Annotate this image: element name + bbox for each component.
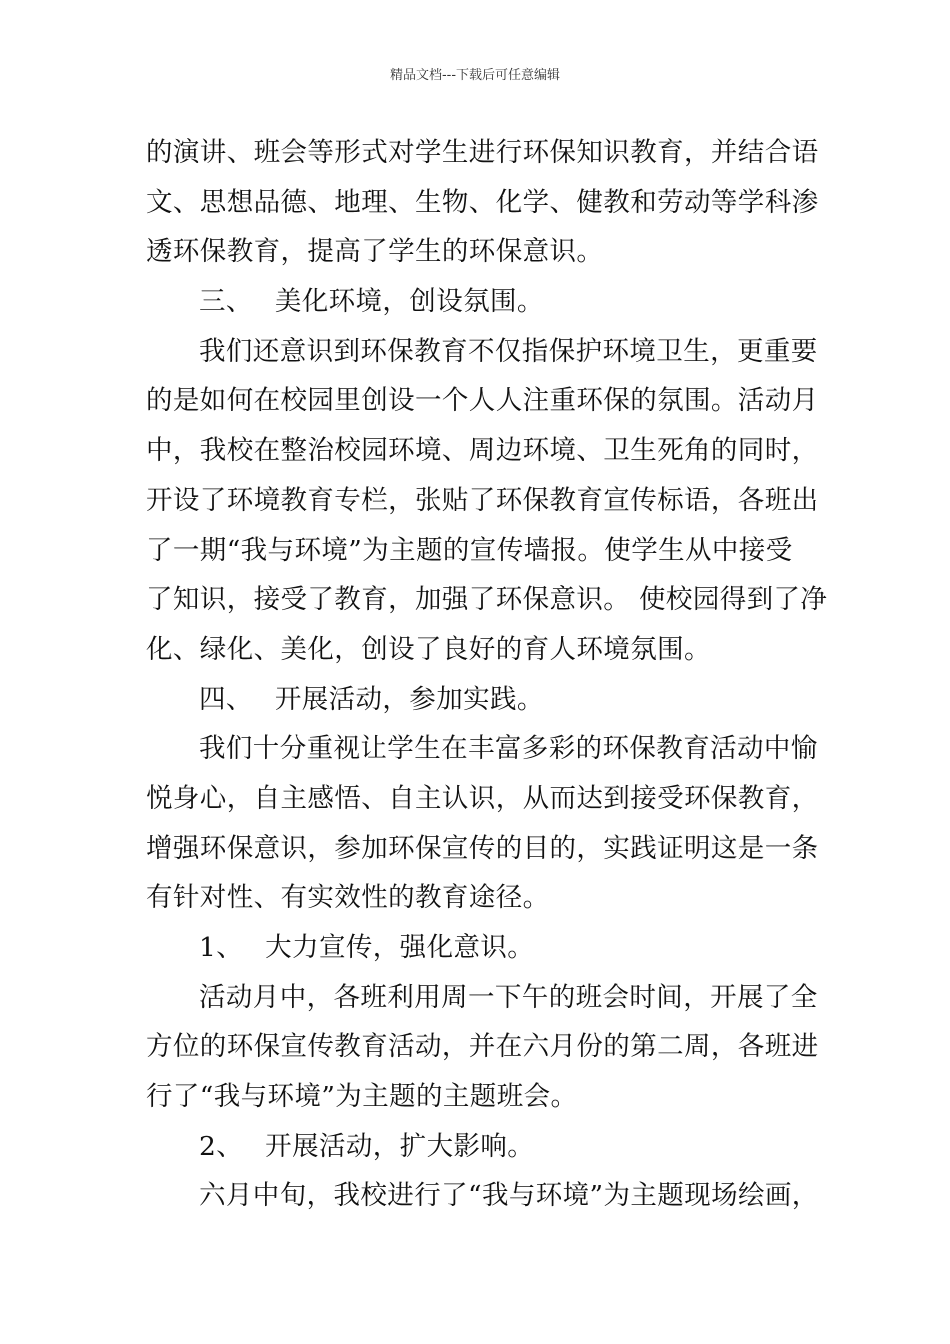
text-line: 开设了环境教育专栏，张贴了环保教育宣传标语，各班出 [146, 484, 819, 516]
text-line: 的是如何在校园里创设一个人人注重环保的氛围。活动月 [146, 385, 819, 417]
text-line: 我们十分重视让学生在丰富多彩的环保教育活动中愉 [199, 733, 818, 765]
text-line: 增强环保意识，参加环保宣传的目的，实践证明这是一条 [146, 832, 819, 864]
text-line: 的演讲、班会等形式对学生进行环保知识教育，并结合语 [146, 137, 819, 168]
section-number: 四、 [199, 683, 253, 715]
section-number: 三、 [199, 286, 253, 318]
text-line: 了一期“我与环境”为主题的宣传墙报。使学生从中接受 [146, 534, 793, 566]
document-body [146, 128, 828, 1221]
text-line: 中，我校在整治校园环境、周边环境、卫生死角的同时， [146, 435, 819, 467]
text-line: 了知识，接受了教育，加强了环保意识。 使校园得到了净 [146, 584, 828, 616]
subsection-heading-1 [146, 923, 816, 973]
text-line: 六月中旬，我校进行了“我与环境”为主题现场绘画， [199, 1180, 819, 1212]
subsection-number: 2、 [199, 1130, 244, 1162]
section-title: 开展活动，参加实践。 [274, 683, 544, 715]
text-line: 活动月中，各班利用周一下午的班会时间，开展了全 [199, 981, 818, 1013]
text-line: 我们还意识到环保教育不仅指保护环境卫生，更重要 [199, 335, 818, 367]
subsection-title: 开展活动，扩大影响。 [265, 1130, 535, 1162]
text-line: 行了“我与环境”为主题的主题班会。 [146, 1081, 578, 1113]
text-line: 方位的环保宣传教育活动，并在六月份的第二周，各班进 [146, 1031, 819, 1063]
subsection-heading-2 [146, 1122, 816, 1172]
text-line: 悦身心，自主感悟、自主认识，从而达到接受环保教育， [146, 782, 819, 814]
text-line: 透环保教育，提高了学生的环保意识。 [146, 236, 604, 268]
text-line: 化、绿化、美化，创设了良好的育人环境氛围。 [146, 633, 711, 665]
section-heading-4 [146, 675, 816, 725]
text-line: 文、思想品德、地理、生物、化学、健教和劳动等学科渗 [146, 186, 819, 218]
text-line: 有针对性、有实效性的教育途径。 [146, 882, 550, 914]
section-title: 美化环境，创设氛围。 [274, 286, 544, 318]
section-heading-3 [146, 277, 816, 327]
subsection-number: 1、 [199, 932, 244, 963]
page-header: 精品文档---下载后可任意编辑 [389, 68, 561, 83]
subsection-title: 大力宣传，强化意识。 [265, 932, 535, 963]
